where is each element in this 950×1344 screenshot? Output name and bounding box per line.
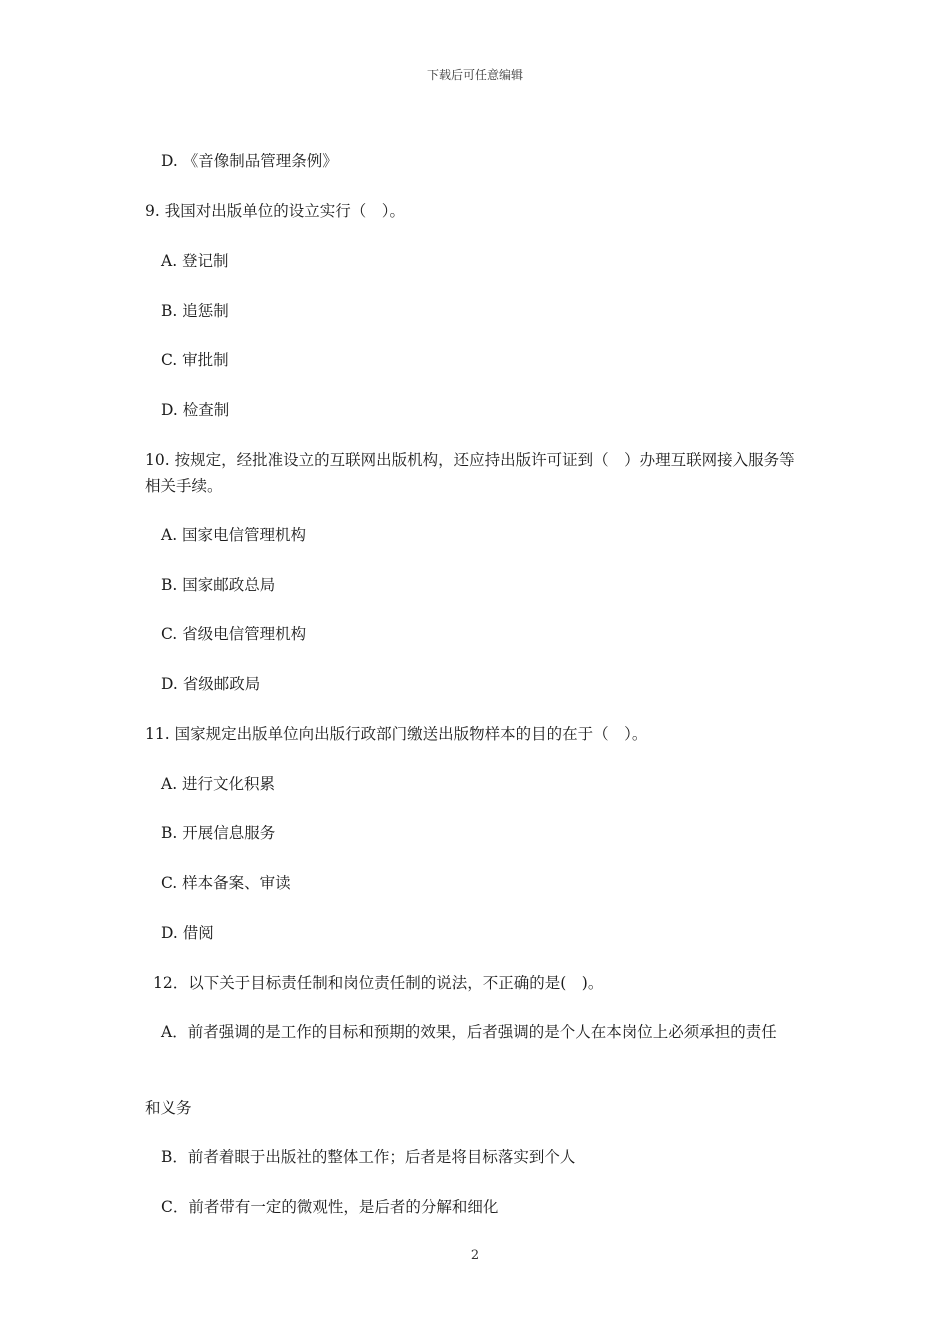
q11-question: 11. 国家规定出版单位向出版行政部门缴送出版物样本的目的在于（ ）。 (145, 725, 648, 743)
q9-question: 9. 我国对出版单位的设立实行（ ）。 (145, 202, 405, 220)
q11-option-a: A. 进行文化积累 (161, 775, 276, 793)
q10-option-a: A. 国家电信管理机构 (161, 526, 307, 544)
q11-option-c: C. 样本备案、审读 (161, 874, 291, 892)
page-header: 下载后可任意编辑 (426, 68, 523, 82)
q12-option-c: C．前者带有一定的微观性，是后者的分解和细化 (161, 1198, 499, 1216)
q9-option-d: D. 检查制 (161, 401, 230, 419)
q9-option-b: B. 追惩制 (161, 302, 229, 320)
q10-option-d: D. 省级邮政局 (161, 675, 261, 693)
q12-option-a-continuation: 和义务 (145, 1099, 192, 1117)
q9-option-c: C. 审批制 (161, 351, 229, 369)
q10-question: 10. 按规定，经批准设立的互联网出版机构，还应持出版许可证到（ ）办理互联网接入服务等相关手续。 (145, 451, 795, 495)
q11-option-d: D. 借阅 (161, 924, 214, 942)
page-number: 2 (470, 1248, 480, 1263)
q9-option-a: A. 登记制 (161, 252, 229, 270)
q12-option-a: A．前者强调的是工作的目标和预期的效果，后者强调的是个人在本岗位上必须承担的责任 (161, 1023, 777, 1041)
q10-option-c: C. 省级电信管理机构 (161, 625, 307, 643)
q12-option-b: B．前者着眼于出版社的整体工作；后者是将目标落实到个人 (161, 1148, 576, 1166)
q8-option-d: D. 《音像制品管理条例》 (161, 152, 338, 170)
q10-option-b: B. 国家邮政总局 (161, 576, 276, 594)
q11-option-b: B. 开展信息服务 (161, 824, 276, 842)
q12-question: 12．以下关于目标责任制和岗位责任制的说法，不正确的是( )。 (153, 974, 604, 992)
